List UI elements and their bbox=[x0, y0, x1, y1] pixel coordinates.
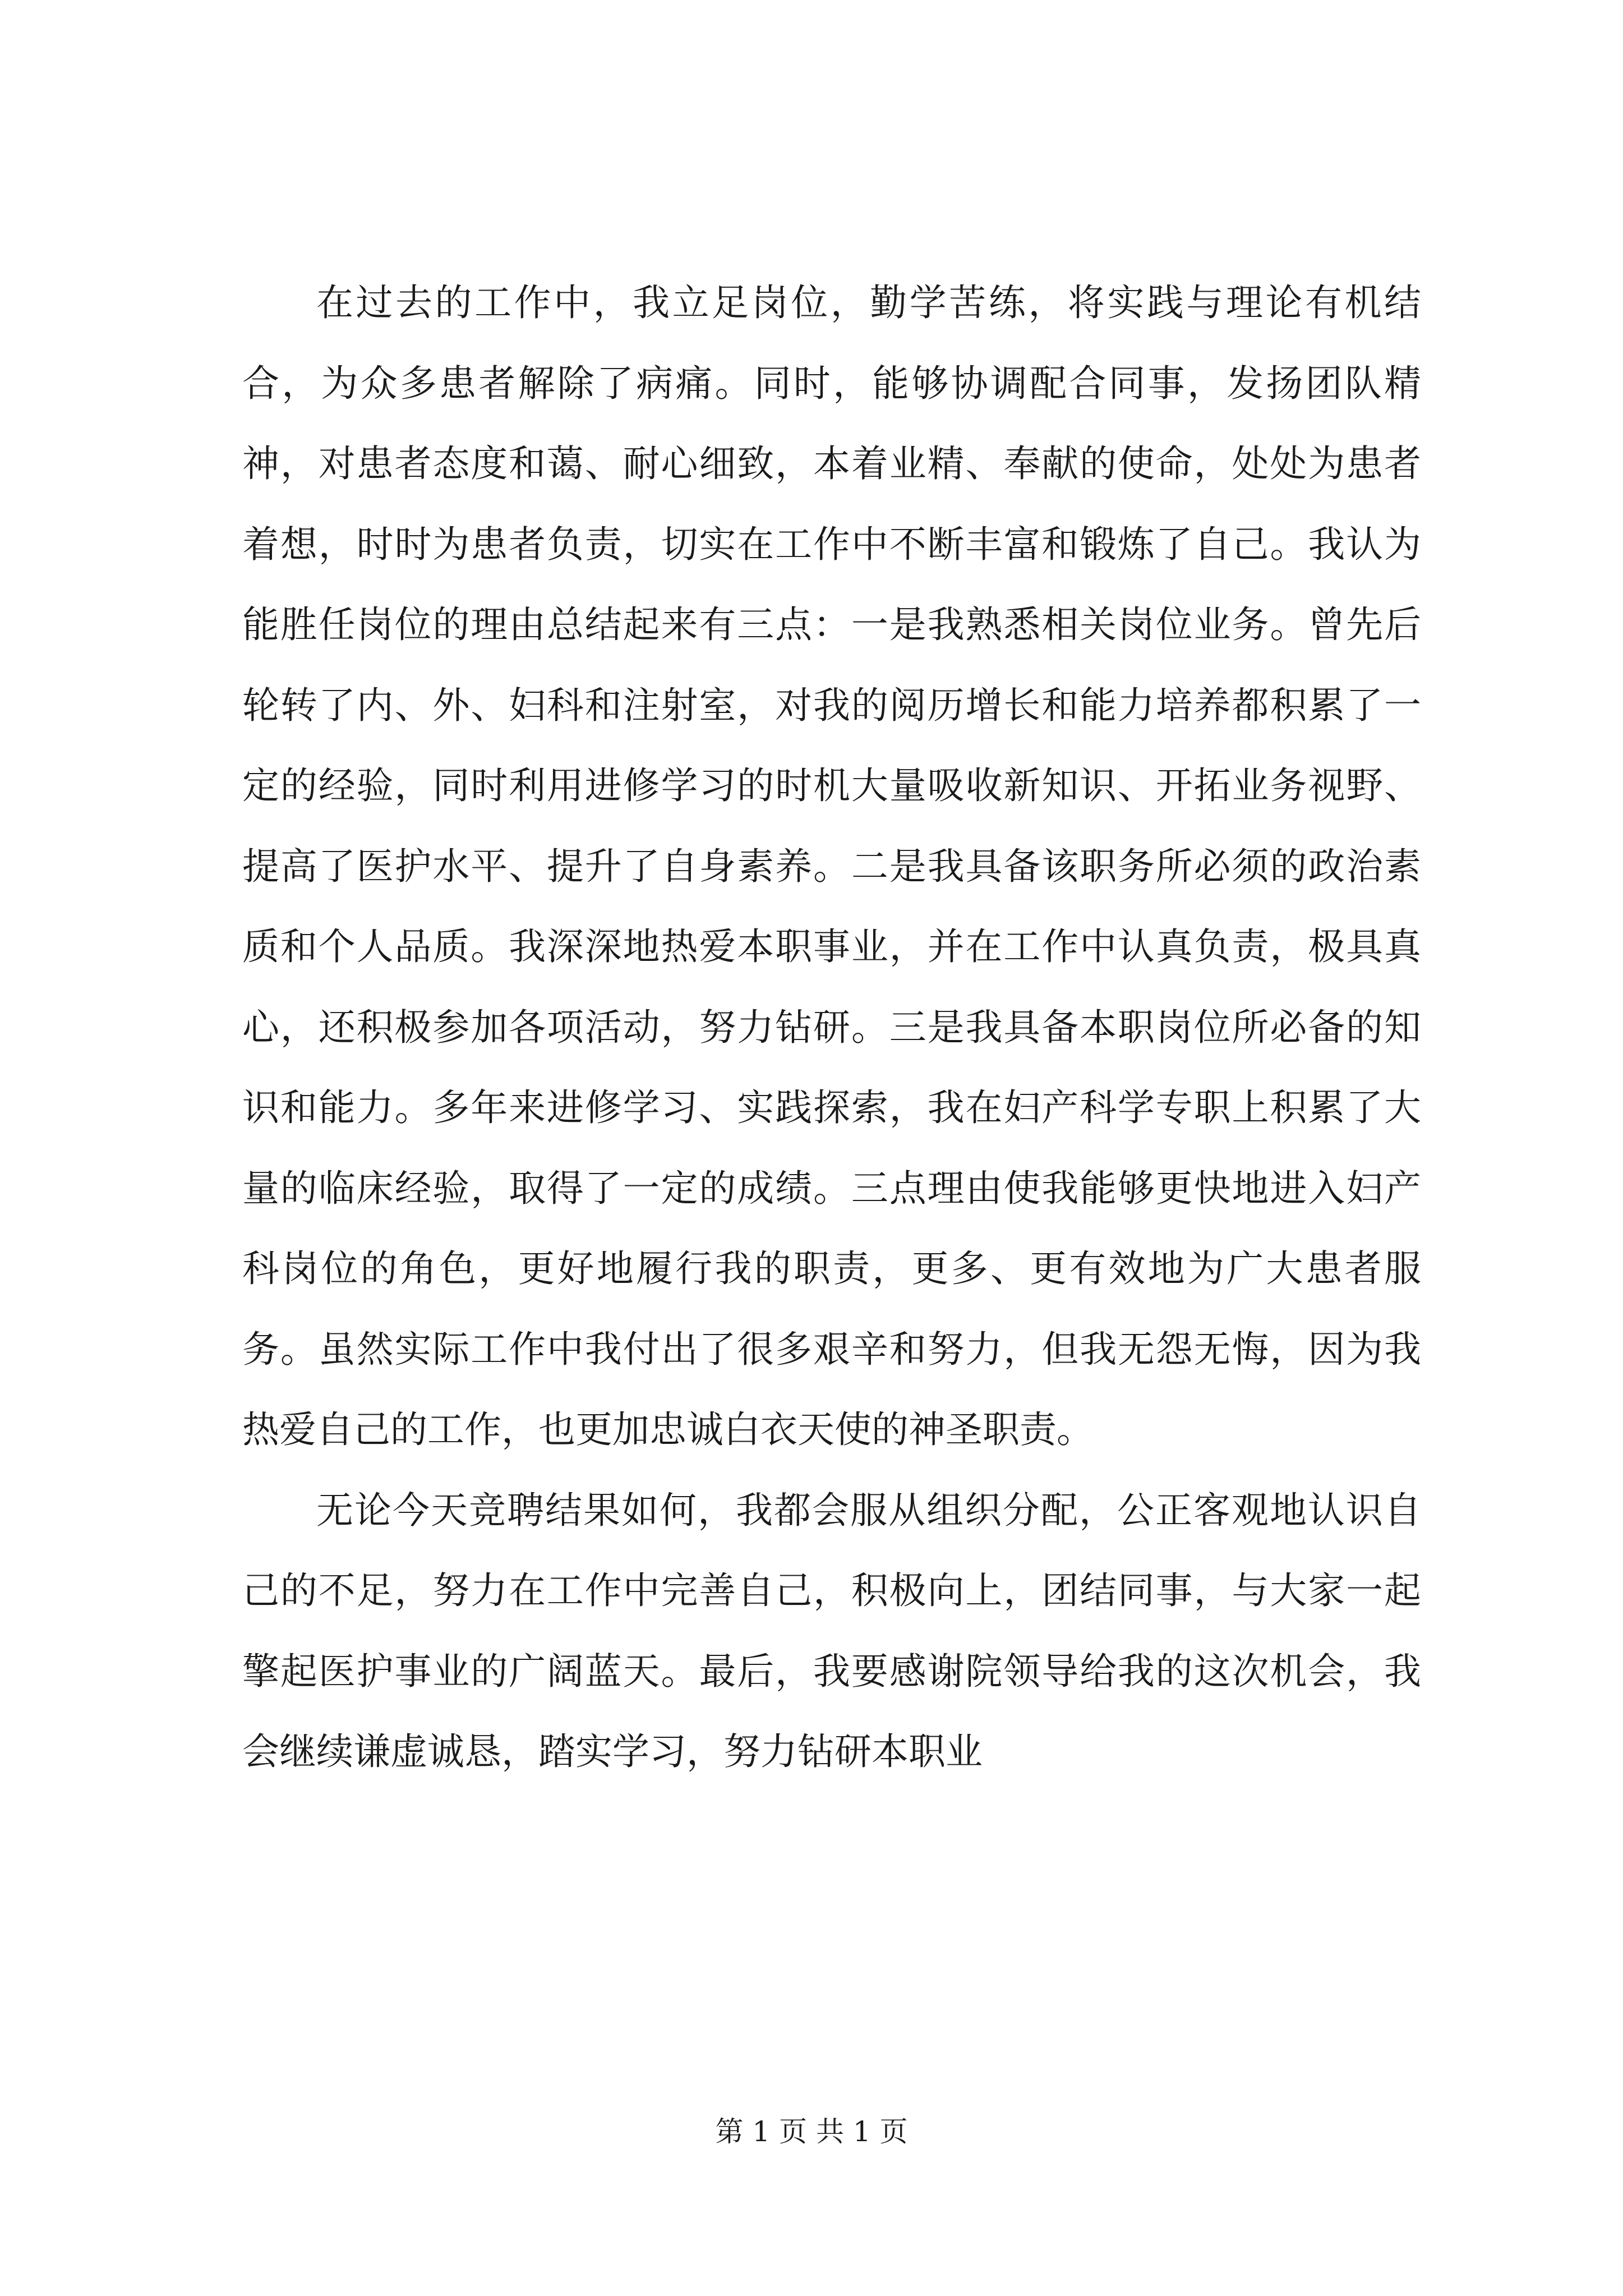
paragraph-qualifications: 在过去的工作中，我立足岗位，勤学苦练，将实践与理论有机结合，为众多患者解除了病痛。同时，能够协调配合同事，发扬团队精神，对患者态度和蔼、耐心细致，本着业精、奉献的使命，处处为患者着想，时时为患者负责，切实在工作中不断丰富和锻炼了自己。我认为能胜任岗位的理由总结起来有三点：一是我熟悉相关岗位业务。曾先后轮转了内、外、妇科和注射室，对我的阅历增长和能力培养都积累了一定的经验，同时利用进修学习的时机大量吸收新知识、开拓业务视野、提高了医护水平、提升了自身素养。二是我具备该职务所必须的政治素质和个人品质。我深深地热爱本职事业，并在工作中认真负责，极具真心，还积极参加各项活动，努力钻研。三是我具备本职岗位所必备的知识和能力。多年来进修学习、实践探索，我在妇产科学专职上积累了大量的临床经验，取得了一定的成绩。三点理由使我能够更快地进入妇产科岗位的角色，更好地履行我的职责，更多、更有效地为广大患者服务。虽然实际工作中我付出了很多艰辛和努力，但我无怨无悔，因为我热爱自己的工作，也更加忠诚白衣天使的神圣职责。 bbox=[242, 281, 1421, 1451]
document-body bbox=[242, 263, 1421, 1792]
page-footer: 第 1 页 共 1 页 bbox=[715, 2115, 908, 2148]
paragraph-closing: 无论今天竞聘结果如何，我都会服从组织分配，公正客观地认识自己的不足，努力在工作中完善自己，积极向上，团结同事，与大家一起擎起医护事业的广阔蓝天。最后，我要感谢院领导给我的这次机会，我会继续谦虚诚恳，踏实学习，努力钻研本职业 bbox=[242, 1488, 1421, 1773]
